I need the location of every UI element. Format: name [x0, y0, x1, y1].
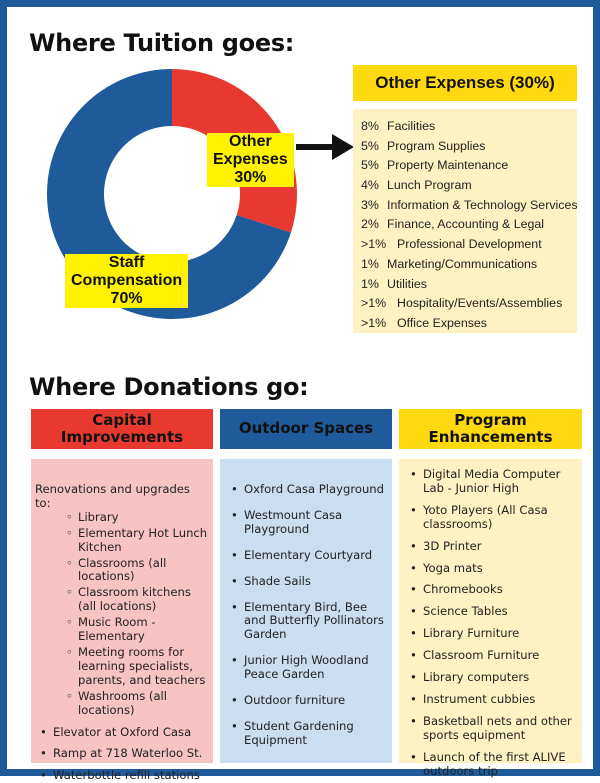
program-item: • Library computers — [405, 671, 576, 685]
expense-row — [361, 316, 577, 336]
outdoor-spaces-panel — [220, 459, 392, 763]
callout-other-line1: Other — [211, 133, 290, 151]
callout-staff-line2: Compensation — [69, 272, 184, 290]
tuition-title: Where Tuition goes: — [29, 29, 294, 57]
expense-percent: 3% — [361, 198, 387, 212]
outdoor-item: • Oxford Casa Playground — [226, 483, 386, 497]
outdoor-item: • Student Gardening Equipment — [226, 720, 386, 748]
program-item: • Instrument cubbies — [405, 693, 576, 707]
other-expenses-title: Other Expenses (30%) — [353, 65, 577, 101]
capital-sub-list — [35, 511, 209, 718]
callout-other-line2: Expenses — [211, 151, 290, 169]
expense-percent: 5% — [361, 139, 387, 153]
program-item: • Launch of the first ALIVE outdoors trip — [405, 751, 576, 779]
expense-label: Property Maintenance — [387, 158, 508, 172]
expense-label: Finance, Accounting & Legal — [387, 217, 544, 231]
outdoor-item: • Junior High Woodland Peace Garden — [226, 654, 386, 682]
capital-sub-item: ◦ Washrooms (all locations) — [35, 690, 209, 718]
outdoor-item: • Elementary Bird, Bee and Butterfly Pollinators Garden — [226, 601, 386, 643]
expense-row — [361, 277, 577, 297]
expense-label: Professional Development — [397, 237, 542, 251]
outdoor-item: • Westmount Casa Playground — [226, 509, 386, 537]
program-item: • Yoto Players (All Casa classrooms) — [405, 504, 576, 532]
capital-sub-item: ◦ Library — [35, 511, 209, 525]
expense-percent: 5% — [361, 158, 387, 172]
expense-label: Marketing/Communications — [387, 257, 537, 271]
expense-row — [361, 217, 577, 237]
capital-intro: Renovations and upgrades to: — [35, 483, 209, 511]
outdoor-item: • Shade Sails — [226, 575, 386, 589]
expense-label: Lunch Program — [387, 178, 472, 192]
expense-row — [361, 237, 577, 257]
capital-sub-item: ◦ Music Room - Elementary — [35, 616, 209, 644]
expense-row — [361, 257, 577, 277]
outdoor-spaces-heading: Outdoor Spaces — [220, 409, 392, 449]
program-item: • Library Furniture — [405, 627, 576, 641]
expense-label: Facilities — [387, 119, 435, 133]
expense-percent: 1% — [361, 277, 387, 291]
capital-sub-item: ◦ Classrooms (all locations) — [35, 557, 209, 585]
outdoor-item: • Outdoor furniture — [226, 694, 386, 708]
expense-percent: 1% — [361, 257, 387, 271]
capital-item: • Waterbottle refill stations — [35, 769, 209, 783]
staff-compensation-callout — [65, 254, 188, 308]
right-arrow-icon — [296, 132, 354, 162]
program-item: • 3D Printer — [405, 540, 576, 554]
expense-label: Office Expenses — [397, 316, 487, 330]
capital-sub-item: ◦ Elementary Hot Lunch Kitchen — [35, 527, 209, 555]
callout-staff-line1: Staff — [69, 254, 184, 272]
expense-row — [361, 178, 577, 198]
expense-row — [361, 139, 577, 159]
program-item: • Chromebooks — [405, 583, 576, 597]
capital-item: • Elevator at Oxford Casa — [35, 726, 209, 740]
outdoor-item: • Elementary Courtyard — [226, 549, 386, 563]
capital-improvements-heading: Capital Improvements — [31, 409, 213, 449]
expense-percent: >1% — [361, 237, 397, 251]
donations-title: Where Donations go: — [29, 373, 308, 401]
expense-percent: >1% — [361, 296, 397, 310]
other-expenses-list — [353, 109, 577, 333]
expense-row — [361, 198, 577, 218]
other-expenses-callout — [207, 133, 294, 187]
capital-sub-item: ◦ Classroom kitchens (all locations) — [35, 586, 209, 614]
expense-row — [361, 119, 577, 139]
callout-other-line3: 30% — [211, 169, 290, 187]
expense-percent: 2% — [361, 217, 387, 231]
expense-label: Information & Technology Services — [387, 198, 578, 212]
expense-percent: >1% — [361, 316, 397, 330]
capital-item: • Ramp at 718 Waterloo St. — [35, 747, 209, 761]
program-item: • Classroom Furniture — [405, 649, 576, 663]
callout-staff-line3: 70% — [69, 290, 184, 308]
program-item: • Basketball nets and other sports equipment — [405, 715, 576, 743]
expense-row — [361, 296, 577, 316]
capital-sub-item: ◦ Meeting rooms for learning specialists, parents, and teachers — [35, 646, 209, 688]
expense-label: Hospitality/Events/Assemblies — [397, 296, 562, 310]
capital-list — [35, 726, 209, 783]
expense-label: Program Supplies — [387, 139, 485, 153]
expense-percent: 8% — [361, 119, 387, 133]
program-enhancements-panel — [399, 459, 582, 763]
capital-improvements-panel — [31, 459, 213, 763]
program-item: • Science Tables — [405, 605, 576, 619]
expense-row — [361, 158, 577, 178]
program-enhancements-heading: Program Enhancements — [399, 409, 582, 449]
program-list — [405, 468, 576, 779]
outdoor-list — [226, 483, 386, 748]
expense-label: Utilities — [387, 277, 427, 291]
program-item: • Yoga mats — [405, 562, 576, 576]
expense-percent: 4% — [361, 178, 387, 192]
program-item: • Digital Media Computer Lab - Junior High — [405, 468, 576, 496]
